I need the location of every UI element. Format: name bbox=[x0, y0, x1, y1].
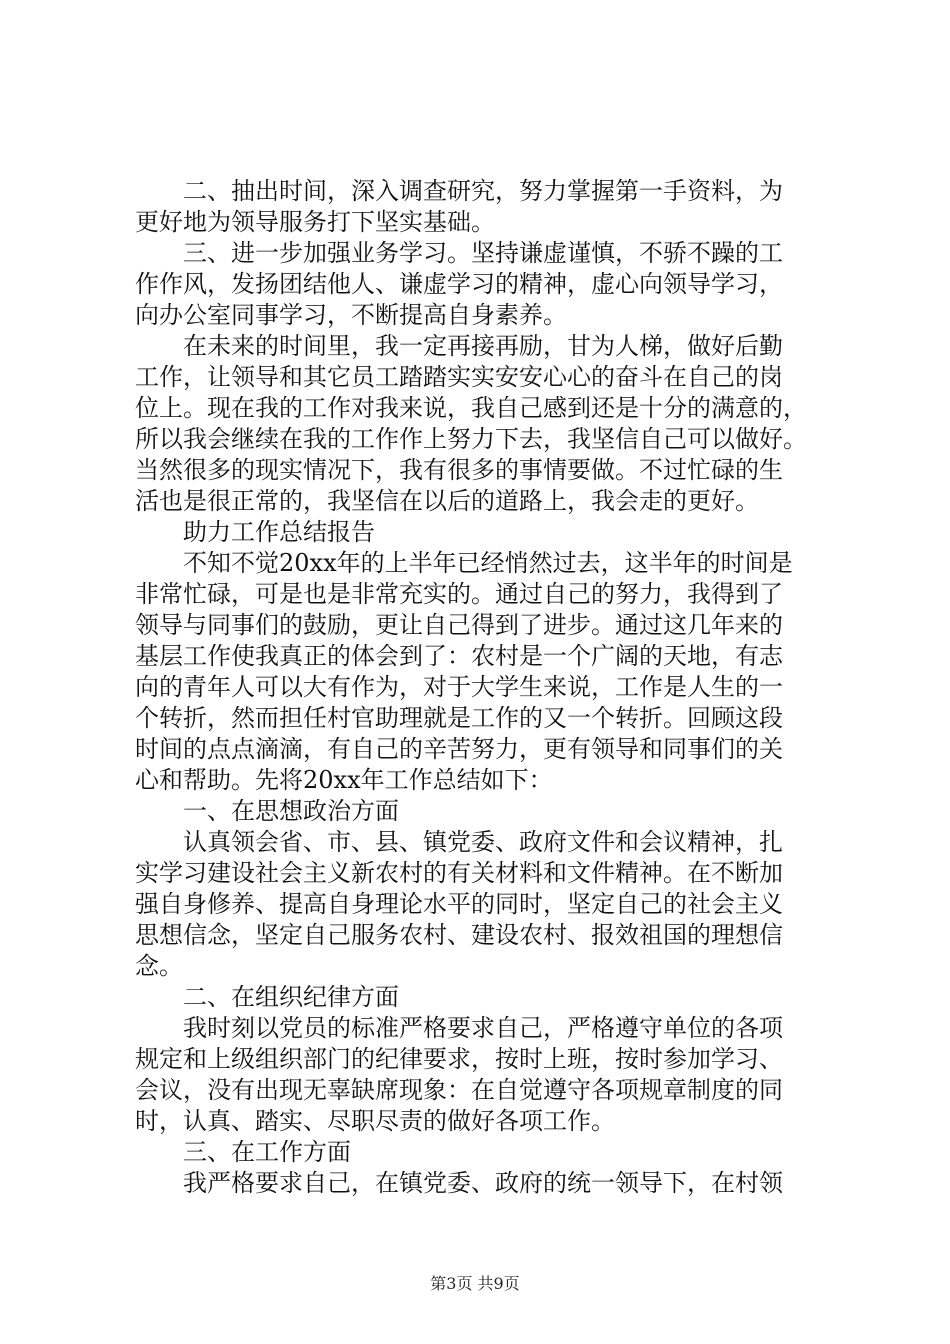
text-line: 工作，让领导和其它员工踏踏实实安安心心的奋斗在自己的岗 bbox=[135, 363, 783, 391]
section-heading: 三、在工作方面 bbox=[183, 1138, 351, 1166]
text-line: 强自身修养、提高自身理论水平的同时，坚定自己的社会主义 bbox=[135, 890, 783, 918]
text-line: 时，认真、踏实、尽职尽责的做好各项工作。 bbox=[135, 1107, 615, 1135]
text-line: 会议，没有出现无辜缺席现象：在自觉遵守各项规章制度的同 bbox=[135, 1076, 783, 1104]
text-line: 不知不觉20xx年的上半年已经悄然过去，这半年的时间是 bbox=[183, 549, 793, 577]
text-line: 作作风，发扬团结他人、谦虚学习的精神，虚心向领导学习， bbox=[135, 270, 783, 298]
text-line: 在未来的时间里，我一定再接再励，甘为人梯，做好后勤 bbox=[183, 332, 783, 360]
text-line: 位上。现在我的工作对我来说，我自己感到还是十分的满意的， bbox=[135, 394, 807, 422]
text-line: 向办公室同事学习，不断提高自身素养。 bbox=[135, 301, 567, 329]
text-line: 思想信念，坚定自己服务农村、建设农村、报效祖国的理想信 bbox=[135, 921, 783, 949]
body-text bbox=[135, 176, 835, 1199]
text-line: 所以我会继续在我的工作作上努力下去，我坚信自己可以做好。 bbox=[135, 425, 807, 453]
text-line: 更好地为领导服务打下坚实基础。 bbox=[135, 208, 495, 236]
text-line: 基层工作使我真正的体会到了：农村是一个广阔的天地，有志 bbox=[135, 642, 783, 670]
section-heading: 一、在思想政治方面 bbox=[183, 797, 399, 825]
text-line: 当然很多的现实情况下，我有很多的事情要做。不过忙碌的生 bbox=[135, 456, 783, 484]
section-heading: 二、在组织纪律方面 bbox=[183, 983, 399, 1011]
text-line: 实学习建设社会主义新农村的有关材料和文件精神。在不断加 bbox=[135, 859, 783, 887]
text-line: 我严格要求自己，在镇党委、政府的统一领导下，在村领 bbox=[183, 1169, 783, 1197]
text-line: 规定和上级组织部门的纪律要求，按时上班，按时参加学习、 bbox=[135, 1045, 783, 1073]
text-line: 个转折，然而担任村官助理就是工作的又一个转折。回顾这段 bbox=[135, 704, 783, 732]
text-line: 非常忙碌，可是也是非常充实的。通过自己的努力，我得到了 bbox=[135, 580, 783, 608]
text-line: 向的青年人可以大有作为，对于大学生来说，工作是人生的一 bbox=[135, 673, 783, 701]
page-number-label: 第3页 共9页 bbox=[430, 1274, 520, 1293]
text-line: 活也是很正常的，我坚信在以后的道路上，我会走的更好。 bbox=[135, 487, 759, 515]
text-line: 念。 bbox=[135, 952, 183, 980]
text-line: 二、抽出时间，深入调查研究，努力掌握第一手资料，为 bbox=[183, 177, 783, 205]
text-line: 领导与同事们的鼓励，更让自己得到了进步。通过这几年来的 bbox=[135, 611, 783, 639]
text-line: 认真领会省、市、县、镇党委、政府文件和会议精神，扎 bbox=[183, 828, 783, 856]
text-line: 心和帮助。先将20xx年工作总结如下： bbox=[135, 766, 553, 794]
text-line: 时间的点点滴滴，有自己的辛苦努力，更有领导和同事们的关 bbox=[135, 735, 783, 763]
text-line: 我时刻以党员的标准严格要求自己，严格遵守单位的各项 bbox=[183, 1014, 783, 1042]
section-heading: 助力工作总结报告 bbox=[183, 518, 375, 546]
page-footer bbox=[0, 1274, 950, 1294]
text-line: 三、进一步加强业务学习。坚持谦虚谨慎，不骄不躁的工 bbox=[183, 239, 783, 267]
